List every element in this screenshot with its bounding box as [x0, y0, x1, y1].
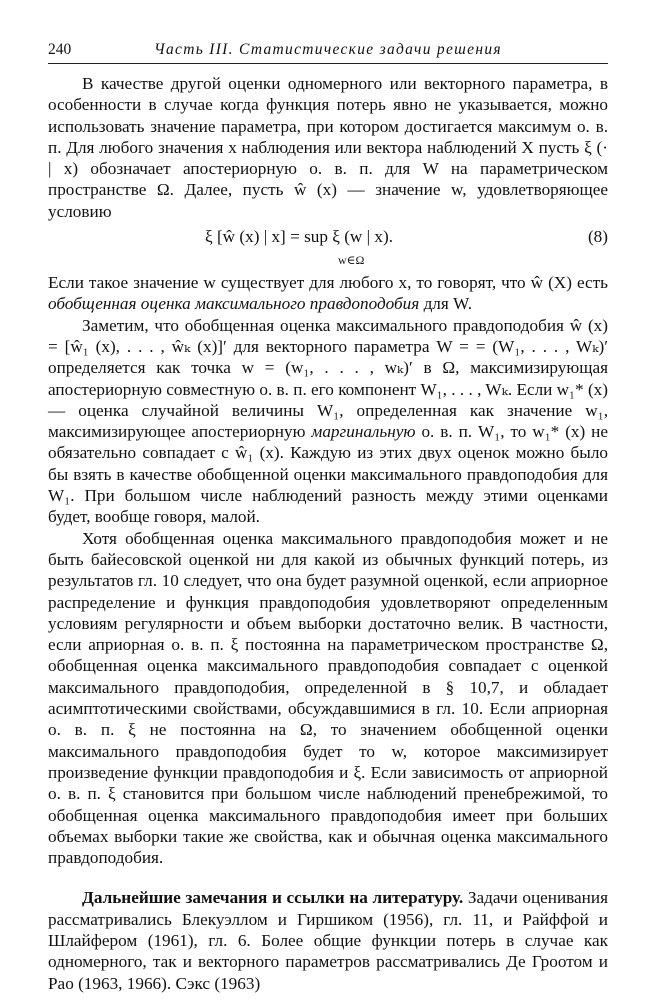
- paragraph-2-text-b: для W.: [419, 294, 473, 314]
- paragraph-4: Хотя обобщенная оценка максимального правдоподобия может и не быть байесовской оценкой ни для какой из обычных функций потерь, из результатов гл. 10 следует, что она будет разумной оценкой, если априорное распределение и функция правдоподобия удовлетворяют определенным условиям регулярности и объем выборки достаточно велик. В частности, если априорная о. в. п. ξ постоянна на параметрическом пространстве Ω, обобщенная оценка максимального правдоподобия совпадает с оценкой максимального правдоподобия, определенной в § 10,7, и обладает асимптотическими свойствами, обсуждавшимися в гл. 10. Если априорная о. в. п. ξ не постоянна на Ω, то значением обобщенной оценки максимального правдоподобия будет то w, которое максимизирует произведение функции правдоподобия и ξ. Если зависимость от априорной о. в. п. ξ становится при большом числе наблюдений пренебрежимой, то обобщенная оценка максимального правдоподобия имеет при больших объемах выборки такие же свойства, как и обычная оценка максимального правдоподобия.: [48, 528, 608, 868]
- formula-number: (8): [587, 227, 608, 247]
- paragraph-1: В качестве другой оценки одномерного или векторного параметра, в особенности в случае когда функция потерь явно не указывается, можно использовать значение параметра, при котором достигается максимум о. в. п. Для любого значения x наблюдения или вектора наблюдений X пусть ξ (· | x) обозначает апостериорную о. в. п. для W на параметрическом пространстве Ω. Далее, пусть ŵ (x) — значение w, удовлетворяющее условию: [48, 74, 608, 221]
- formula-subscript: w∈Ω: [338, 253, 365, 268]
- section-heading: Дальнейшие замечания и ссылки на литературу.: [82, 888, 464, 908]
- header-rule: [48, 63, 608, 64]
- formula-8: [48, 224, 608, 272]
- formula-expression: ξ [ŵ (x) | x] = sup ξ (w | x).: [205, 227, 393, 247]
- paragraph-5-text: Задачи оценивания рассматривались Блекуэллом и Гиршиком (1956), гл. 11, и Райффой и Шлайфером (1961), гл. 6. Более общие функции потерь в случае как одномерного, так и векторного параметров рассматривались Де Гроотом и Рао (1963, 1966). Сэкс (1963): [48, 888, 608, 993]
- page-number: 240: [48, 41, 72, 58]
- section-gap: [48, 868, 608, 887]
- paragraph-2-text-a: Если такое значение w существует для любого x, то говорят, что ŵ (X) есть: [48, 273, 608, 293]
- paragraph-3-text-b: о. в. п. W₁, то w₁* (x) не обязательно совпадает с ŵ₁ (x). Каждую из этих двух оценок можно было бы взять в качестве обобщенной оценки максимального правдоподобия для W₁. При большом числе наблюдений разность между этими оценками будет, вообще говоря, малой.: [48, 422, 608, 527]
- page-body: [48, 73, 608, 994]
- running-title: Часть III. Статистические задачи решения: [154, 41, 502, 58]
- paragraph-2-italic: обобщенная оценка максимального правдоподобия: [48, 294, 420, 314]
- paragraph-3: [48, 315, 608, 528]
- paragraph-3-italic: маргинальную: [311, 422, 416, 442]
- paragraph-3-text-a: Заметим, что обобщенная оценка максимального правдоподобия ŵ (x) = [ŵ₁ (x), . . . , ŵₖ (x)]′ для векторного параметра W = = (W₁, . . . , Wₖ)′ определяется как точка w = (w₁, . . . , wₖ)′ в Ω, максимизирующая апостериорную совместную о. в. п. его компонент W₁, . . . , Wₖ. Если w₁* (x) — оценка случайной величины W₁, определенная как значение w₁, максимизирующее апостериорную: [48, 315, 608, 442]
- paragraph-5: [48, 887, 608, 993]
- paragraph-2: [48, 272, 608, 315]
